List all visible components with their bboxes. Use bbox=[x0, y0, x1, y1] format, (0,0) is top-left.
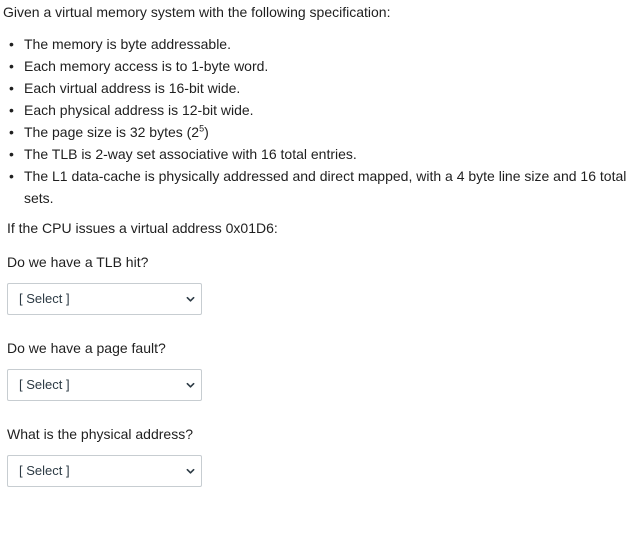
question-page-fault-label: Do we have a page fault? bbox=[7, 340, 166, 356]
spec-text: Each physical address is 12-bit wide. bbox=[24, 102, 254, 118]
chevron-down-icon bbox=[186, 381, 195, 390]
bullet-icon: • bbox=[9, 58, 14, 74]
spec-item bbox=[0, 121, 632, 143]
bullet-icon: • bbox=[9, 80, 14, 96]
spec-item bbox=[0, 77, 632, 99]
spec-text: The L1 data-cache is physically addressed and direct mapped, with a 4 byte line size and 16 total sets. bbox=[24, 168, 627, 206]
spec-text-suffix: ) bbox=[204, 124, 209, 140]
spec-text: Each virtual address is 16-bit wide. bbox=[24, 80, 241, 96]
question-physical-address-label: What is the physical address? bbox=[7, 426, 193, 442]
spec-item bbox=[0, 165, 632, 209]
spec-list bbox=[0, 33, 632, 209]
physical-address-select[interactable] bbox=[7, 455, 202, 487]
chevron-down-icon bbox=[186, 295, 195, 304]
spec-text: Each memory access is to 1-byte word. bbox=[24, 58, 269, 74]
bullet-icon: • bbox=[9, 124, 14, 140]
question-tlb-hit-label: Do we have a TLB hit? bbox=[7, 254, 149, 270]
bullet-icon: • bbox=[9, 36, 14, 52]
tlb-hit-select[interactable] bbox=[7, 283, 202, 315]
tlb-hit-select-value: [ Select ] bbox=[19, 291, 70, 306]
bullet-icon: • bbox=[9, 102, 14, 118]
spec-text: The TLB is 2-way set associative with 16 total entries. bbox=[24, 146, 357, 162]
spec-item bbox=[0, 143, 632, 165]
intro-text: Given a virtual memory system with the following specification: bbox=[3, 4, 391, 20]
spec-exponent: 5 bbox=[199, 123, 205, 134]
chevron-down-icon bbox=[186, 467, 195, 476]
spec-item bbox=[0, 55, 632, 77]
spec-text: The page size is 32 bytes (2 bbox=[24, 124, 200, 140]
bullet-icon: • bbox=[9, 146, 14, 162]
spec-item bbox=[0, 99, 632, 121]
page-fault-select-value: [ Select ] bbox=[19, 377, 70, 392]
page-fault-select[interactable] bbox=[7, 369, 202, 401]
spec-item bbox=[0, 33, 632, 55]
bullet-icon: • bbox=[9, 168, 14, 184]
spec-text: The memory is byte addressable. bbox=[24, 36, 231, 52]
prompt-text: If the CPU issues a virtual address 0x01D6: bbox=[7, 220, 278, 236]
physical-address-select-value: [ Select ] bbox=[19, 463, 70, 478]
